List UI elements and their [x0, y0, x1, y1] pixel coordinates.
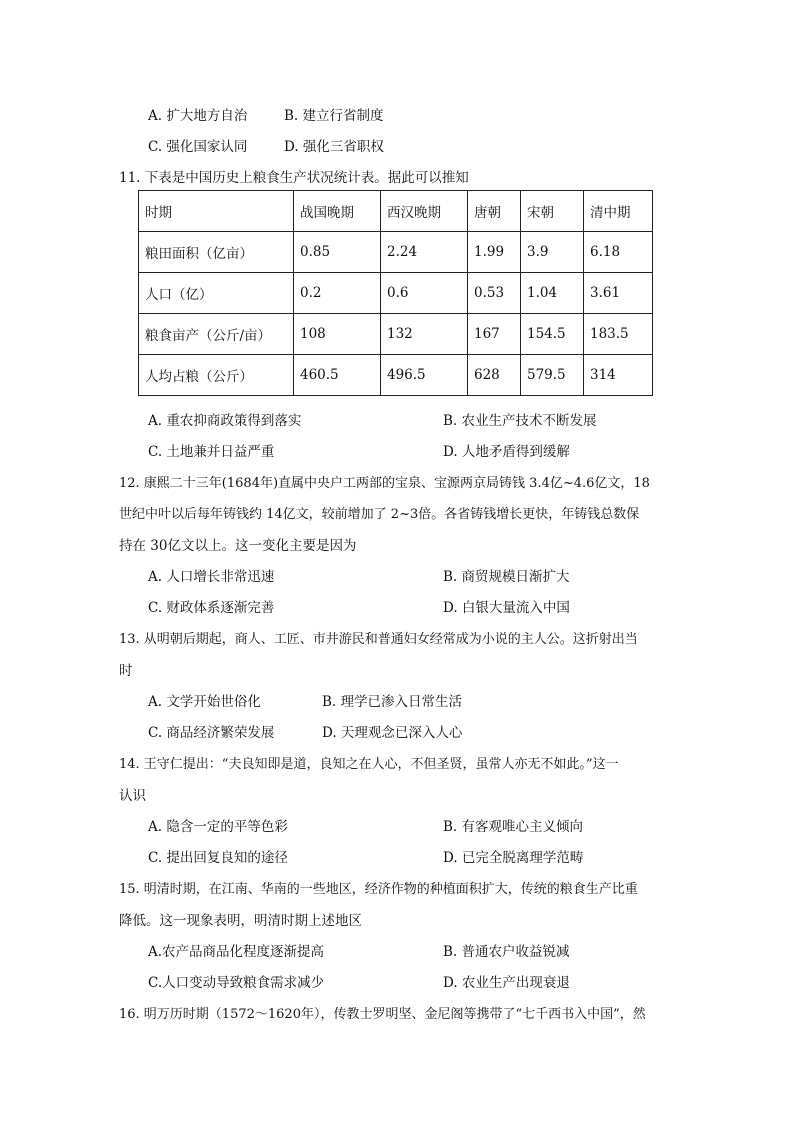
grain-statistics-table	[138, 190, 653, 396]
q14-option-d: D. 已完全脱离理学范畴	[443, 850, 584, 866]
q11-stem: 11. 下表是中国历史上粮食生产状况统计表。据此可以推知	[119, 170, 469, 186]
q14-stem-line-2: 认识	[119, 788, 146, 804]
table-cell: 167	[468, 314, 521, 355]
q12-option-a: A. 人口增长非常迅速	[148, 569, 275, 585]
q15-option-b: B. 普通农户收益锐减	[443, 944, 570, 960]
q13-stem-line-1: 13. 从明朝后期起，商人、工匠、市井游民和普通妇女经常成为小说的主人公。这折射出当	[119, 632, 638, 647]
table-cell: 108	[294, 314, 381, 355]
table-cell: 579.5	[521, 355, 584, 396]
q16-stem-line-1: 16. 明万历时期（1572～1620年），传教士罗明坚、金尼阁等携带了“七千西书入中国”，然	[119, 1007, 646, 1022]
q13-option-b: B. 理学已渗入日常生活	[322, 694, 463, 710]
table-header-cell: 西汉晚期	[381, 191, 468, 232]
q11-option-d: D. 人地矛盾得到缓解	[443, 444, 570, 460]
table-cell: 183.5	[584, 314, 653, 355]
table-cell: 0.85	[294, 232, 381, 273]
table-cell: 132	[381, 314, 468, 355]
table-row	[139, 232, 653, 273]
q15-option-a: A.农产品商品化程度逐渐提高	[148, 944, 325, 960]
table-header-cell: 时期	[139, 191, 294, 232]
q11-option-a: A. 重农抑商政策得到落实	[148, 413, 302, 429]
q15-stem-line-2: 降低。这一现象表明，明清时期上述地区	[119, 913, 362, 929]
q12-option-b: B. 商贸规模日渐扩大	[443, 569, 570, 585]
q10-option-b: B. 建立行省制度	[284, 108, 384, 124]
table-header-cell: 战国晚期	[294, 191, 381, 232]
table-row	[139, 355, 653, 396]
table-header-cell: 唐朝	[468, 191, 521, 232]
table-cell: 628	[468, 355, 521, 396]
q12-stem-line-2: 世纪中叶以后每年铸钱约 14亿文，较前增加了 2~3倍。各省铸钱增长更快，年铸钱总数保	[119, 507, 640, 522]
q11-option-b: B. 农业生产技术不断发展	[443, 413, 597, 429]
table-cell: 0.6	[381, 273, 468, 314]
table-cell: 314	[584, 355, 653, 396]
table-cell: 1.99	[468, 232, 521, 273]
table-cell: 2.24	[381, 232, 468, 273]
q14-option-a: A. 隐含一定的平等色彩	[148, 819, 288, 835]
table-cell: 460.5	[294, 355, 381, 396]
q11-option-c: C. 土地兼并日益严重	[148, 444, 275, 460]
table-cell: 粮食亩产（公斤/亩）	[139, 314, 294, 355]
table-cell: 6.18	[584, 232, 653, 273]
q10-option-c: C. 强化国家认同	[148, 139, 248, 155]
table-cell: 人均占粮（公斤）	[139, 355, 294, 396]
table-row	[139, 314, 653, 355]
table-header-row	[139, 191, 653, 232]
table-cell: 0.53	[468, 273, 521, 314]
q15-option-d: D. 农业生产出现衰退	[443, 975, 570, 991]
table-cell: 154.5	[521, 314, 584, 355]
q12-option-c: C. 财政体系逐渐完善	[148, 600, 275, 616]
table-cell: 1.04	[521, 273, 584, 314]
q13-option-d: D. 天理观念已深入人心	[322, 725, 463, 741]
q10-option-a: A. 扩大地方自治	[148, 108, 248, 124]
table-cell: 496.5	[381, 355, 468, 396]
table-header-cell: 宋朝	[521, 191, 584, 232]
q12-option-d: D. 白银大量流入中国	[443, 600, 570, 616]
q10-option-d: D. 强化三省职权	[284, 139, 384, 155]
q15-option-c: C.人口变动导致粮食需求减少	[148, 975, 325, 991]
q14-option-c: C. 提出回复良知的途径	[148, 850, 288, 866]
q12-stem-line-3: 持在 30亿文以上。这一变化主要是因为	[119, 538, 357, 554]
table-cell: 3.61	[584, 273, 653, 314]
table-header-cell: 清中期	[584, 191, 653, 232]
q13-option-c: C. 商品经济繁荣发展	[148, 725, 275, 741]
table-cell: 3.9	[521, 232, 584, 273]
q12-stem-line-1: 12. 康熙二十三年(1684年)直属中央户工两部的宝泉、宝源两京局铸钱 3.4亿~4.6亿文，18	[119, 476, 650, 491]
q15-stem-line-1: 15. 明清时期，在江南、华南的一些地区，经济作物的种植面积扩大，传统的粮食生产比重	[119, 882, 638, 897]
q13-stem-line-2: 时	[119, 663, 133, 679]
table-row	[139, 273, 653, 314]
q13-option-a: A. 文学开始世俗化	[148, 694, 261, 710]
q14-option-b: B. 有客观唯心主义倾向	[443, 819, 584, 835]
table-cell: 0.2	[294, 273, 381, 314]
table-cell: 粮田面积（亿亩）	[139, 232, 294, 273]
table-cell: 人口（亿）	[139, 273, 294, 314]
q14-stem-line-1: 14. 王守仁提出：“夫良知即是道，良知之在人心，不但圣贤，虽常人亦无不如此。”这一	[119, 757, 619, 772]
